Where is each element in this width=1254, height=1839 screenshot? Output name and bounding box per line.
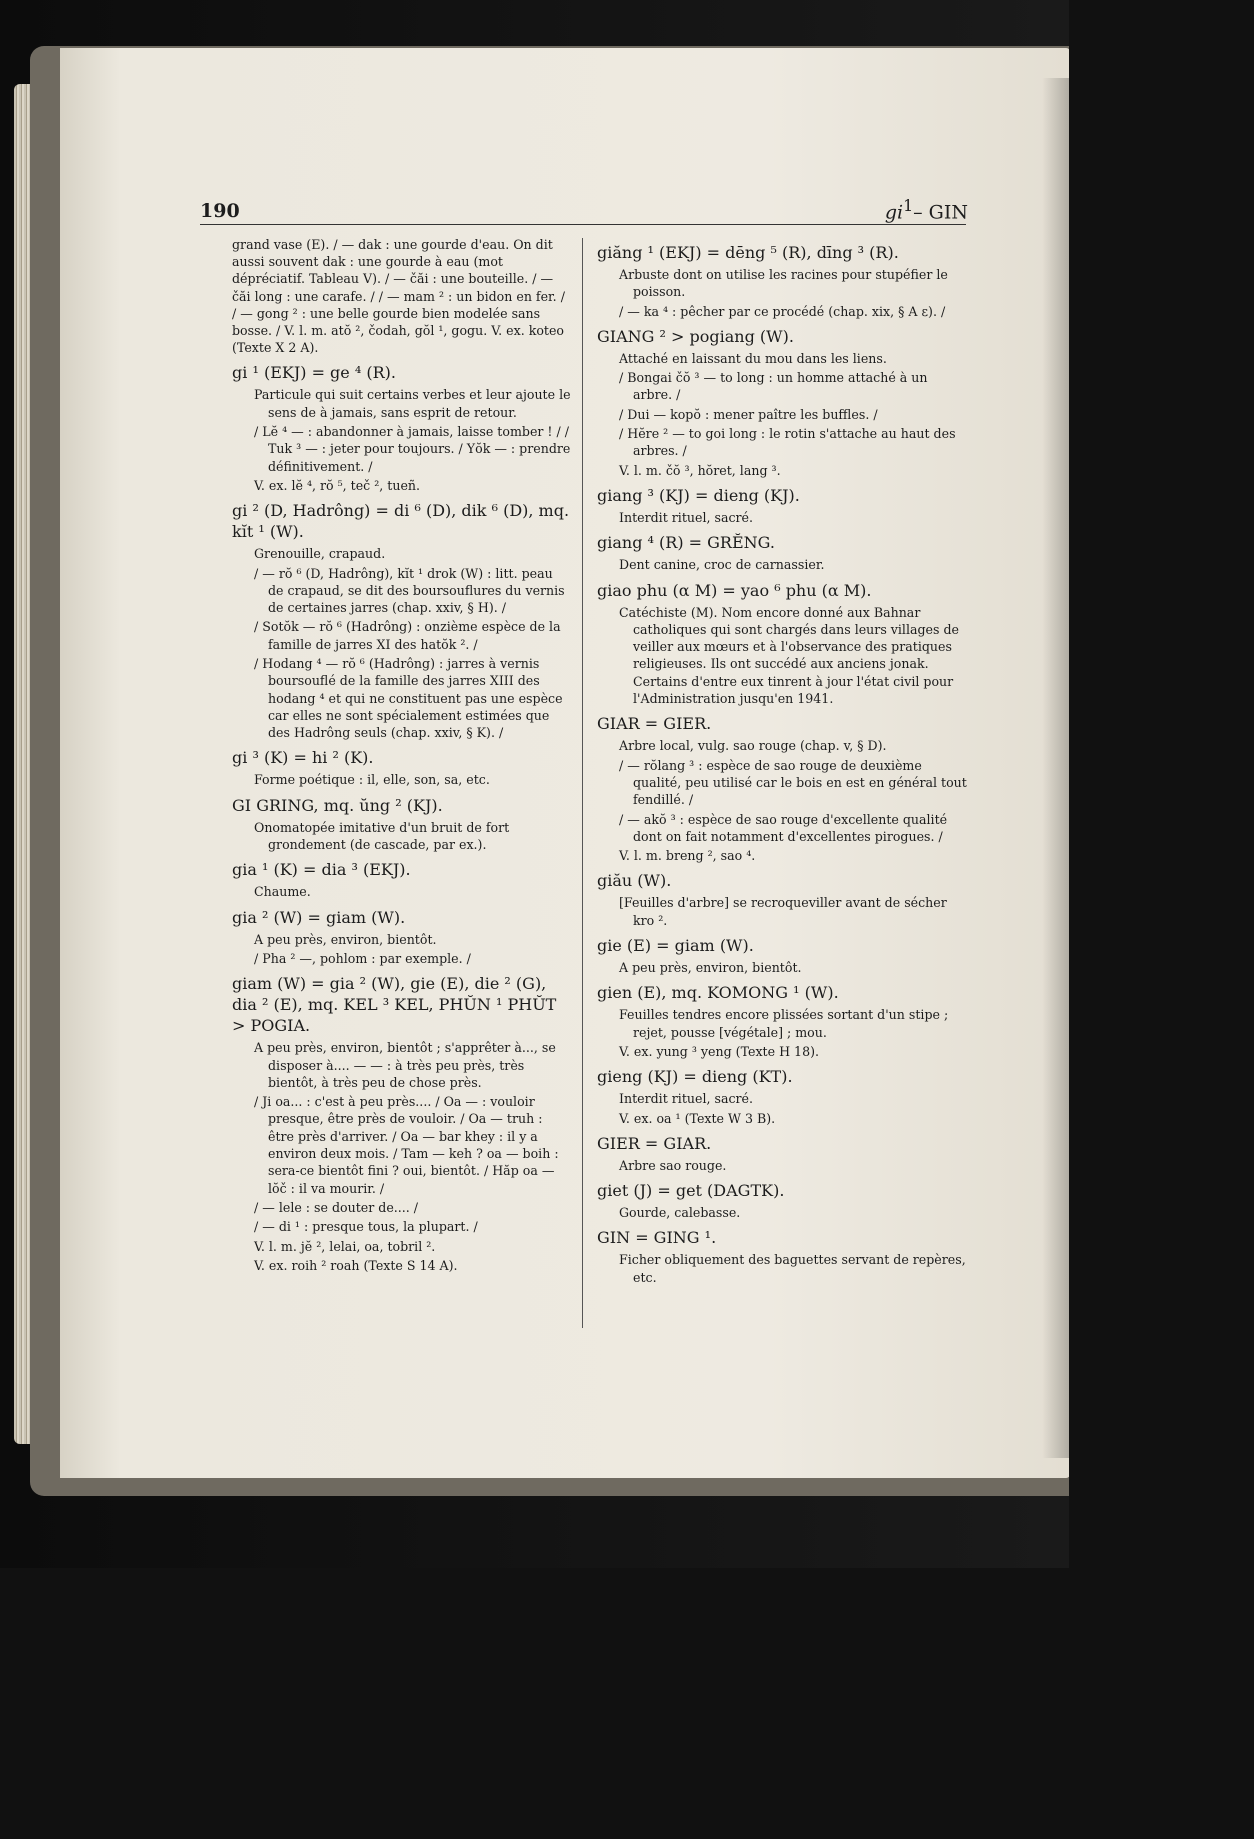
dictionary-entry bbox=[232, 795, 572, 854]
dictionary-entry bbox=[597, 1133, 969, 1174]
headword: GIN = GING ¹. bbox=[597, 1228, 717, 1248]
headword: GI GRING, mq. ŭng ² (KJ). bbox=[232, 795, 443, 815]
definition-line: Arbuste dont on utilise les racines pour stupéfier le poisson. bbox=[619, 267, 948, 300]
dictionary-entry bbox=[597, 870, 969, 929]
dictionary-entry bbox=[597, 532, 969, 573]
range-sup: 1 bbox=[903, 196, 914, 215]
headword: gien (E), mq. KOMONG ¹ (W). bbox=[597, 983, 839, 1003]
definition-line: / Bongai čŏ ³ — to long : un homme attaché à un arbre. / bbox=[619, 370, 928, 403]
range-tail: – GIN bbox=[913, 201, 968, 224]
headword: giang ³ (KJ) = dieng (KJ). bbox=[597, 485, 800, 505]
definition-line: / — rŏ ⁶ (D, Hadrông), kĭt ¹ drok (W) : litt. peau de crapaud, se dit des boursouflures du vernis de certaines jarres (chap. xxiv, § H). / bbox=[254, 565, 565, 616]
definition-line: Ficher obliquement des baguettes servant de repères, etc. bbox=[619, 1252, 966, 1285]
dictionary-entry bbox=[597, 485, 969, 526]
dictionary-entry bbox=[232, 973, 572, 1274]
dictionary-entry bbox=[597, 1180, 969, 1221]
definition-line: Gourde, calebasse. bbox=[619, 1205, 741, 1221]
dictionary-entry bbox=[232, 236, 572, 356]
headword: GIAR = GIER. bbox=[597, 714, 712, 734]
definition-line: / — rŏlang ³ : espèce de sao rouge de deuxième qualité, peu utilisé car le bois en est en général tout fendillé. / bbox=[619, 757, 967, 808]
definition-line: / Ji oa... : c'est à peu près.... / Oa — : vouloir presque, être près de vouloir. / Oa — truh : être près d'arriver. / Oa — bar khey : il y a environ deux mois. / Tam — keh ? oa — boih : sera-ce bientôt fini ? oui, bientôt. / Hăp oa — lŏč : il va mourir. / bbox=[254, 1094, 559, 1196]
dictionary-entry bbox=[232, 362, 572, 494]
definition-line: V. ex. oa ¹ (Texte W 3 B). bbox=[619, 1110, 776, 1126]
definition-line: Arbre local, vulg. sao rouge (chap. v, § D). bbox=[619, 738, 887, 754]
dictionary-entry bbox=[597, 326, 969, 479]
definition-line: A peu près, environ, bientôt ; s'apprêter à..., se disposer à.... — — : à très peu près, très bientôt, à très peu de chose près. bbox=[254, 1040, 556, 1090]
dictionary-entry bbox=[597, 1066, 969, 1127]
column-separator bbox=[582, 238, 583, 1328]
definition-line: V. ex. lĕ ⁴, rŏ ⁵, teč ², tueñ. bbox=[254, 477, 421, 493]
headword: giău (W). bbox=[597, 871, 672, 891]
definition-line: A peu près, environ, bientôt. bbox=[254, 931, 437, 947]
headword: giang ⁴ (R) = GRĔNG. bbox=[597, 533, 775, 553]
continued-text: grand vase (E). / — dak : une gourde d'eau. On dit aussi souvent dak : une gourde à eau (mot dépréciatif. Tableau V). / — čăi : une bouteille. / — čăi long : une carafe. / / — mam ² : un bidon en fer. / / — gong ² : une belle gourde bien modelée sans bosse. / V. l. m. atŏ ², čodah, gŏl ¹, gogu. V. ex. koteo (Texte X 2 A). bbox=[232, 237, 565, 356]
headword: GIER = GIAR. bbox=[597, 1133, 712, 1153]
dictionary-entry bbox=[597, 713, 969, 864]
dictionary-entry bbox=[232, 500, 572, 741]
definition-line: / — di ¹ : presque tous, la plupart. / bbox=[254, 1219, 478, 1235]
definition-line: / Sotŏk — rŏ ⁶ (Hadrông) : onzième espèce de la famille de jarres XI des hatŏk ². / bbox=[254, 619, 561, 652]
headword: gi ¹ (EKJ) = ge ⁴ (R). bbox=[232, 363, 396, 383]
definition-line: / Dui — kopŏ : mener paître les buffles. / bbox=[619, 406, 878, 422]
header-rule bbox=[200, 224, 966, 225]
headword: gia ² (W) = giam (W). bbox=[232, 907, 406, 927]
definition-line: / Hodang ⁴ — rŏ ⁶ (Hadrông) : jarres à vernis boursouflé de la famille des jarres XIII des hodang ⁴ et qui ne constituent pas une espèce car elles ne sont spécialement estimées que des Hadrông seuls (chap. xxiv, § K). / bbox=[254, 655, 563, 741]
headword: gi ³ (K) = hi ² (K). bbox=[232, 748, 374, 768]
definition-line: Arbre sao rouge. bbox=[619, 1157, 727, 1173]
dictionary-entry bbox=[597, 935, 969, 976]
definition-line: V. l. m. jĕ ², lelai, oa, tobril ². bbox=[254, 1238, 436, 1254]
dictionary-entry bbox=[597, 1227, 969, 1286]
headword: gieng (KJ) = dieng (KT). bbox=[597, 1067, 793, 1087]
definition-line: [Feuilles d'arbre] se recroqueviller avant de sécher kro ². bbox=[619, 895, 947, 928]
definition-line: V. ex. roih ² roah (Texte S 14 A). bbox=[254, 1257, 458, 1273]
dictionary-entry bbox=[232, 747, 572, 788]
definition-line: / Pha ² —, pohlom : par exemple. / bbox=[254, 950, 471, 966]
definition-line: Interdit rituel, sacré. bbox=[619, 509, 753, 525]
range-head: gi bbox=[884, 201, 904, 224]
definition-line: Feuilles tendres encore plissées sortant d'un stipe ; rejet, pousse [végétale] ; mou. bbox=[619, 1007, 949, 1040]
dictionary-entry bbox=[597, 982, 969, 1060]
headword: giet (J) = get (DAGTK). bbox=[597, 1181, 785, 1201]
dictionary-entry bbox=[597, 580, 969, 708]
definition-line: Dent canine, croc de carnassier. bbox=[619, 557, 825, 573]
right-column bbox=[597, 236, 969, 1290]
page-number: 190 bbox=[200, 200, 240, 222]
headword: gie (E) = giam (W). bbox=[597, 936, 754, 956]
definition-line: Interdit rituel, sacré. bbox=[619, 1091, 753, 1107]
dictionary-entry bbox=[597, 242, 969, 320]
definition-line: Onomatopée imitative d'un bruit de fort grondement (de cascade, par ex.). bbox=[254, 819, 510, 853]
definition-line: Chaume. bbox=[254, 884, 311, 900]
definition-line: / Lĕ ⁴ — : abandonner à jamais, laisse tomber ! / / Tuk ³ — : jeter pour toujours. / Yŏk — : prendre définitivement. / bbox=[254, 424, 571, 474]
definition-line: Forme poétique : il, elle, son, sa, etc. bbox=[254, 772, 490, 788]
dictionary-entry bbox=[232, 859, 572, 900]
definition-line: A peu près, environ, bientôt. bbox=[619, 960, 802, 976]
definition-line: / Hĕre ² — to goi long : le rotin s'attache au haut des arbres. / bbox=[619, 426, 956, 459]
headword: giam (W) = gia ² (W), gie (E), die ² (G), dia ² (E), mq. KEL ³ KEL, PHŬN ¹ PHŬT > POGIA. bbox=[232, 974, 557, 1036]
headword: gia ¹ (K) = dia ³ (EKJ). bbox=[232, 860, 411, 880]
headword: giăng ¹ (EKJ) = dēng ⁵ (R), dīng ³ (R). bbox=[597, 243, 899, 262]
headword: gi ² (D, Hadrông) = di ⁶ (D), dik ⁶ (D), mq. kĭt ¹ (W). bbox=[232, 501, 570, 542]
headword: GIANG ² > pogiang (W). bbox=[597, 326, 794, 346]
definition-line: V. ex. yung ³ yeng (Texte H 18). bbox=[619, 1043, 819, 1059]
page-header bbox=[200, 196, 970, 224]
definition-line: Particule qui suit certains verbes et leur ajoute le sens de à jamais, sans esprit de retour. bbox=[254, 387, 571, 420]
left-column bbox=[232, 236, 572, 1278]
entry-range bbox=[885, 196, 968, 223]
headword: giao phu (α M) = yao ⁶ phu (α M). bbox=[597, 580, 872, 600]
definition-line: Catéchiste (M). Nom encore donné aux Bahnar catholiques qui sont chargés dans leurs villages de veiller aux mœurs et à l'observance des pratiques religieuses. Ils ont succédé aux anciens jonak. Certains d'entre eux tinrent à jour l'état civil pour l'Administration jusqu'en 1941. bbox=[619, 604, 959, 707]
definition-line: / — ka ⁴ : pêcher par ce procédé (chap. xix, § A ε). / bbox=[619, 303, 946, 319]
definition-line: Grenouille, crapaud. bbox=[254, 546, 386, 562]
definition-line: V. l. m. breng ², sao ⁴. bbox=[619, 848, 756, 864]
definition-line: V. l. m. čŏ ³, hŏret, lang ³. bbox=[619, 462, 781, 478]
dictionary-entry bbox=[232, 907, 572, 968]
definition-line: Attaché en laissant du mou dans les liens. bbox=[619, 350, 887, 366]
definition-line: / — akŏ ³ : espèce de sao rouge d'excellente qualité dont on fait notamment d'excellentes pirogues. / bbox=[619, 811, 948, 844]
page-curl-shadow bbox=[1042, 78, 1069, 1458]
definition-line: / — lele : se douter de.... / bbox=[254, 1199, 419, 1215]
